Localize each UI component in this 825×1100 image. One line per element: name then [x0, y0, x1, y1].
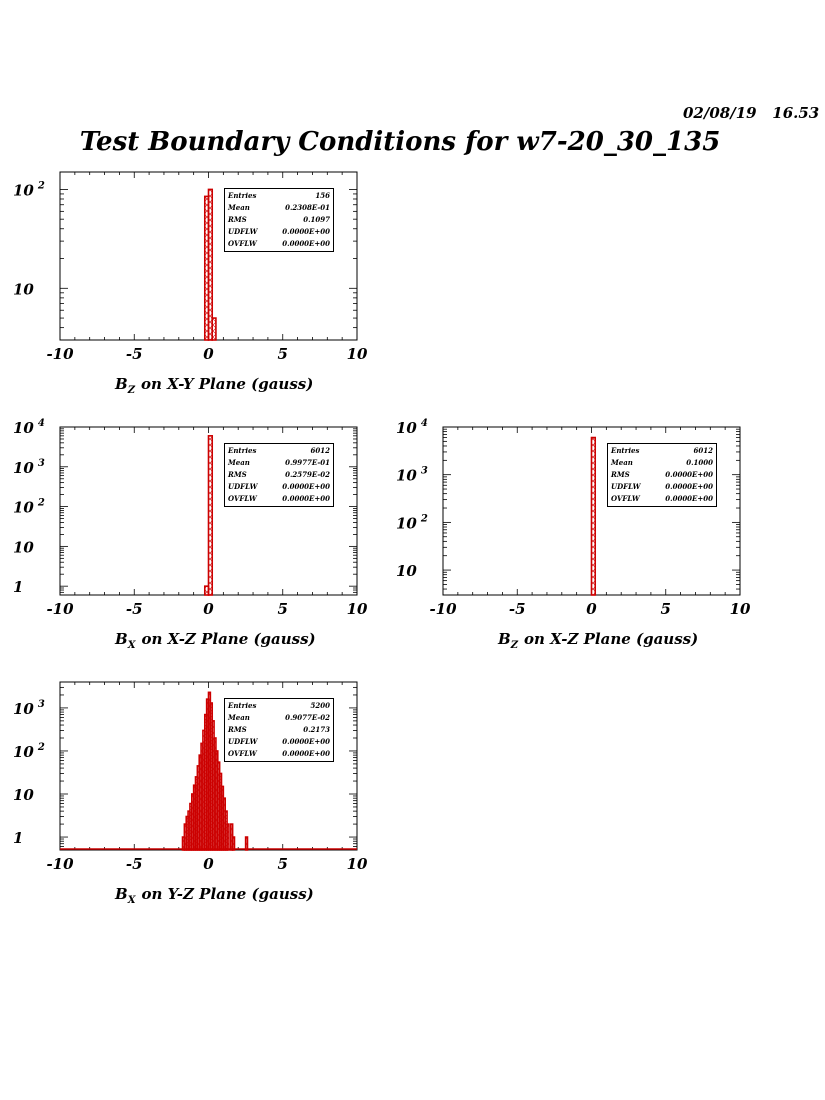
stats-value: 0.0000E+00 [282, 482, 330, 491]
stats-row [611, 493, 713, 505]
histogram-bar [209, 436, 213, 595]
stats-row [228, 214, 330, 226]
histogram-bar [246, 837, 248, 850]
stats-label: RMS [228, 215, 247, 224]
y-tick-label: 10 [396, 562, 417, 581]
stats-row [611, 481, 713, 493]
x-tick-label: -10 [429, 600, 457, 618]
x-axis-symbol-sub: Z [510, 640, 518, 651]
y-tick-label: 10 $^3$ [13, 698, 45, 718]
y-tick-label: 1 [13, 578, 24, 597]
stats-value: 0.9077E-02 [285, 713, 330, 722]
x-axis-symbol-base: B [498, 630, 511, 648]
x-tick-label: 5 [660, 600, 671, 618]
x-tick-label: 5 [277, 855, 288, 873]
stats-value: 0.0000E+00 [282, 737, 330, 746]
stats-label: RMS [228, 725, 247, 734]
y-tick-label: 10 $^2$ [396, 513, 428, 533]
stats-row [228, 700, 330, 712]
stats-value: 5200 [310, 701, 330, 710]
x-axis-text: on X-Z Plane (gauss) [141, 630, 316, 648]
y-tick-label: 10 [13, 538, 34, 557]
histogram-plot [383, 415, 783, 665]
time-text: 16.53 [772, 104, 820, 122]
x-axis-symbol-sub: Z [127, 385, 135, 396]
y-tick-label: 10 $^2$ [13, 180, 45, 200]
stats-row [228, 457, 330, 469]
x-axis-symbol-base: B [115, 885, 128, 903]
histogram-panel-bz-xy [0, 160, 400, 410]
histogram-bar [212, 318, 216, 340]
x-tick-label: 0 [586, 600, 597, 618]
x-axis-text: on Y-Z Plane (gauss) [141, 885, 314, 903]
stats-label: RMS [228, 470, 247, 479]
stats-value: 0.9977E-01 [285, 458, 330, 467]
x-axis-text: on X-Z Plane (gauss) [524, 630, 699, 648]
stats-value: 0.1097 [303, 215, 330, 224]
x-tick-label: -10 [46, 345, 74, 363]
stats-value: 0.0000E+00 [282, 239, 330, 248]
stats-value: 0.2579E-02 [285, 470, 330, 479]
stats-label: Mean [611, 458, 633, 467]
stats-label: OVFLW [228, 494, 257, 503]
stats-label: Mean [228, 203, 250, 212]
histogram-bar [592, 438, 596, 595]
stats-label: OVFLW [228, 749, 257, 758]
x-tick-label: 0 [203, 855, 214, 873]
x-tick-label: -5 [125, 855, 143, 873]
stats-row [228, 493, 330, 505]
x-axis-symbol-base: B [115, 630, 128, 648]
date-text: 02/08/19 [683, 104, 757, 122]
stats-value: 156 [315, 191, 330, 200]
stats-value: 6012 [310, 446, 330, 455]
stats-value: 0.0000E+00 [282, 227, 330, 236]
page-title: Test Boundary Conditions for w7-20_30_135 [79, 127, 721, 157]
stats-box [224, 188, 334, 252]
histogram-plot [0, 415, 400, 665]
stats-label: OVFLW [228, 239, 257, 248]
stats-row [611, 469, 713, 481]
stats-value: 0.0000E+00 [665, 482, 713, 491]
stats-box [224, 443, 334, 507]
x-tick-label: -5 [508, 600, 526, 618]
y-tick-label: 1 [13, 829, 24, 848]
stats-label: UDFLW [611, 482, 641, 491]
x-tick-label: 10 [346, 600, 368, 618]
stats-value: 0.0000E+00 [665, 494, 713, 503]
stats-value: 0.1000 [686, 458, 713, 467]
stats-value: 0.0000E+00 [282, 494, 330, 503]
histogram-panel-bx-yz [0, 670, 400, 920]
stats-box [607, 443, 717, 507]
histogram-bar [227, 824, 229, 850]
x-tick-label: 5 [277, 345, 288, 363]
histogram-panel-bx-xz [0, 415, 400, 665]
y-tick-label: 10 $^4$ [396, 418, 428, 437]
stats-row [228, 736, 330, 748]
x-axis-label [498, 630, 698, 651]
x-axis-text: on X-Y Plane (gauss) [141, 375, 314, 393]
x-tick-label: -5 [125, 345, 143, 363]
date-time-stamp [683, 104, 819, 122]
stats-value: 0.2308E-01 [285, 203, 330, 212]
stats-value: 6012 [693, 446, 713, 455]
x-axis-symbol-sub: X [127, 640, 136, 651]
histogram-bar [233, 837, 235, 850]
stats-row [228, 724, 330, 736]
x-axis-symbol [498, 630, 518, 651]
stats-box [224, 698, 334, 762]
x-axis-label [115, 885, 314, 906]
y-tick-label: 10 $^3$ [396, 465, 428, 485]
y-tick-label: 10 $^2$ [13, 497, 45, 517]
y-tick-label: 10 $^3$ [13, 457, 45, 477]
x-tick-label: -10 [46, 600, 74, 618]
histogram-panel-bz-xz [383, 415, 783, 665]
stats-label: Mean [228, 458, 250, 467]
x-axis-label [115, 375, 313, 396]
x-axis-symbol-base: B [115, 375, 128, 393]
x-tick-label: 10 [346, 345, 368, 363]
y-tick-label: 10 [13, 786, 34, 804]
stats-value: 0.0000E+00 [665, 470, 713, 479]
stats-label: Entries [611, 446, 640, 455]
stats-row [228, 748, 330, 760]
x-tick-label: -10 [46, 855, 74, 873]
x-axis-symbol [115, 885, 136, 906]
y-tick-label: 10 $^4$ [13, 418, 45, 437]
y-tick-label: 10 $^2$ [13, 741, 45, 761]
stats-row [228, 190, 330, 202]
stats-row [228, 238, 330, 250]
x-tick-label: 10 [729, 600, 751, 618]
stats-label: UDFLW [228, 227, 258, 236]
stats-row [228, 445, 330, 457]
stats-label: Entries [228, 701, 257, 710]
x-axis-symbol [115, 630, 136, 651]
x-tick-label: 0 [203, 345, 214, 363]
stats-label: UDFLW [228, 482, 258, 491]
x-tick-label: 0 [203, 600, 214, 618]
stats-label: Mean [228, 713, 250, 722]
stats-row [611, 445, 713, 457]
stats-label: RMS [611, 470, 630, 479]
stats-value: 0.2173 [303, 725, 330, 734]
stats-label: UDFLW [228, 737, 258, 746]
x-axis-symbol-sub: X [127, 895, 136, 906]
stats-label: Entries [228, 191, 257, 200]
stats-row [228, 202, 330, 214]
x-tick-label: -5 [125, 600, 143, 618]
x-axis-symbol [115, 375, 135, 396]
x-tick-label: 5 [277, 600, 288, 618]
histogram-plot [0, 670, 400, 920]
x-tick-label: 10 [346, 855, 368, 873]
stats-row [228, 481, 330, 493]
histogram-plot [0, 160, 400, 410]
stats-row [228, 226, 330, 238]
x-axis-label [115, 630, 316, 651]
y-tick-label: 10 [13, 280, 34, 299]
stats-value: 0.0000E+00 [282, 749, 330, 758]
stats-label: Entries [228, 446, 257, 455]
stats-row [228, 469, 330, 481]
stats-label: OVFLW [611, 494, 640, 503]
stats-row [611, 457, 713, 469]
stats-row [228, 712, 330, 724]
